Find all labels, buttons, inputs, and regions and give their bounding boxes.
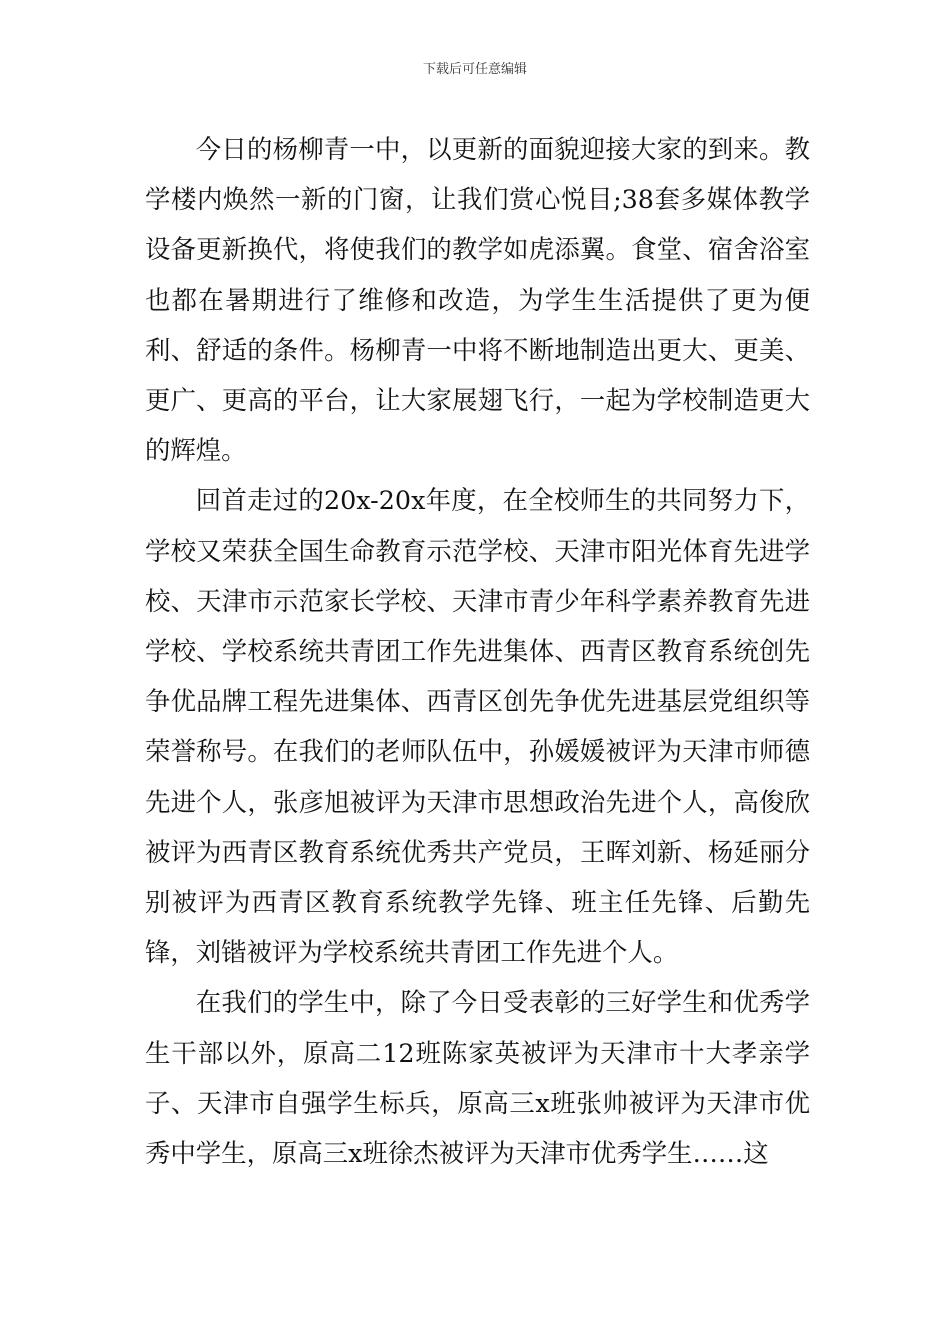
paragraph-1: 今日的杨柳青一中，以更新的面貌迎接大家的到来。教学楼内焕然一新的门窗，让我们赏心悦目;38套多媒体教学设备更新换代，将使我们的教学如虎添翼。食堂、宿舍浴室也都在暑期进行了维修和改造，为学生生活提供了更为便利、舒适的条件。杨柳青一中将不断地制造出更大、更美、更广、更高的平台，让大家展翅飞行，一起为学校制造更大的辉煌。 (145, 134, 810, 466)
paragraph-3: 在我们的学生中，除了今日受表彰的三好学生和优秀学生干部以外，原高二12班陈家英被评为天津市十大孝亲学子、天津市自强学生标兵，原高三x班张帅被评为天津市优秀中学生，原高三x班徐杰被评为天津市优秀学生……这 (145, 987, 810, 1169)
document-body (145, 124, 810, 1178)
page-header-note: 下载后可任意编辑 (422, 62, 527, 77)
paragraph-2: 回首走过的20x-20x年度，在全校师生的共同努力下，学校又荣获全国生命教育示范学校、天津市阳光体育先进学校、天津市示范家长学校、天津市青少年科学素养教育先进学校、学校系统共青团工作先进集体、西青区教育系统创先争优品牌工程先进集体、西青区创先争优先进基层党组织等荣誉称号。在我们的老师队伍中，孙媛媛被评为天津市师德先进个人，张彦旭被评为天津市思想政治先进个人，高俊欣被评为西青区教育系统优秀共产党员，王晖刘新、杨延丽分别被评为西青区教育系统教学先锋、班主任先锋、后勤先锋，刘锴被评为学校系统共青团工作先进个人。 (145, 485, 810, 968)
